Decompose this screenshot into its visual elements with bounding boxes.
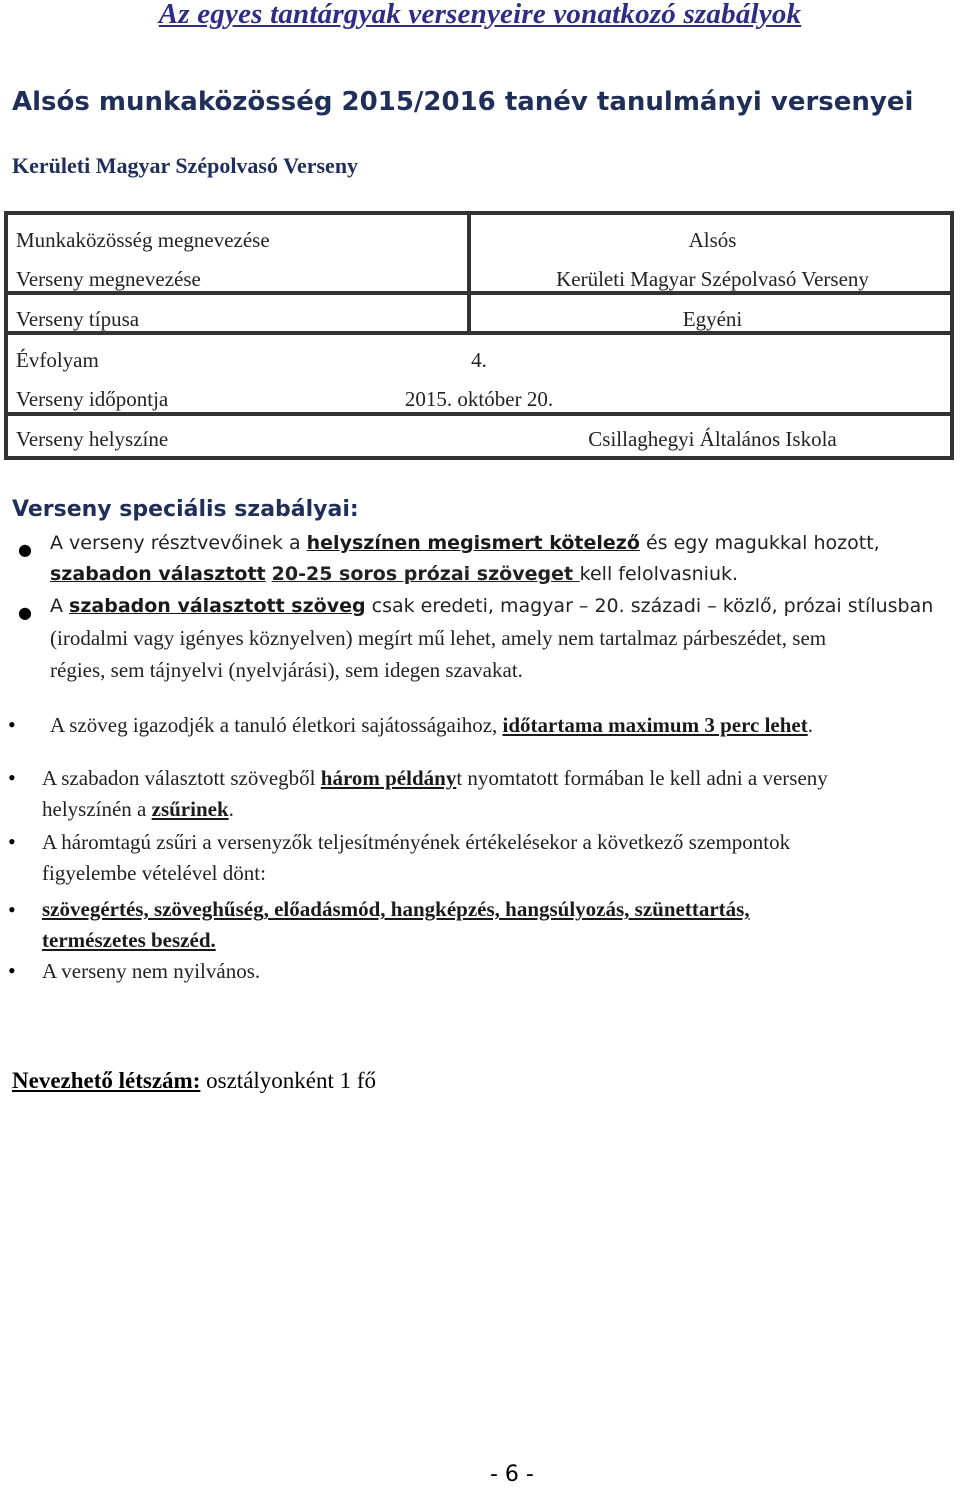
list-item-continuation: figyelembe vételével dönt:	[42, 861, 266, 885]
table-label: Verseny időpontja	[16, 387, 169, 411]
list-item: A háromtagú zsűri a versenyzők teljesítményének értékelésekor a következő szempontok	[42, 830, 791, 854]
entries-value: osztályonként 1 fő	[200, 1068, 377, 1093]
table-label: Verseny típusa	[16, 307, 140, 331]
entries-label: Nevezhető létszám:	[12, 1068, 201, 1093]
bullet-icon: ●	[18, 540, 32, 559]
competition-title: Kerületi Magyar Szépolvasó Verseny	[12, 153, 359, 178]
list-item: A szabadon választott szövegből három példányt nyomtatott formában le kell adni a verseny	[42, 766, 828, 790]
list-item: A verseny nem nyilvános.	[42, 959, 261, 983]
bullet-icon: •	[8, 829, 16, 854]
table-divider	[8, 412, 950, 416]
list-item: A szabadon választott szöveg csak eredeti, magyar – 20. századi – közlő, prózai stílusban	[50, 595, 934, 617]
list-item-continuation: helyszínén a zsűrinek.	[42, 797, 234, 821]
list-item: szövegértés, szöveghűség, előadásmód, hangképzés, hangsúlyozás, szünettartás,	[42, 897, 750, 921]
table-value: Kerületi Magyar Szépolvasó Verseny	[556, 267, 869, 291]
rules-heading: Verseny speciális szabályai:	[12, 497, 359, 522]
table-label: Verseny megnevezése	[16, 267, 201, 291]
document-title: Az egyes tantárgyak versenyeire vonatkozó szabályok	[158, 0, 802, 30]
table-value: 2015. október 20.	[404, 387, 554, 411]
list-item: A szöveg igazodjék a tanuló életkori sajátosságaihoz, időtartama maximum 3 perc lehet.	[50, 713, 813, 737]
table-label: Munkaközösség megnevezése	[16, 228, 270, 252]
bullet-icon: •	[8, 765, 16, 790]
page-number: - 6 -	[490, 1462, 534, 1487]
bullet-icon: •	[8, 958, 16, 983]
table-value: 4.	[471, 348, 487, 372]
list-item-continuation: természetes beszéd.	[42, 928, 216, 952]
list-item-continuation: szabadon választott 20-25 soros prózai szöveget kell felolvasniuk.	[50, 563, 739, 585]
list-item-continuation: régies, sem tájnyelvi (nyelvjárási), sem idegen szavakat.	[50, 658, 523, 682]
table-label: Évfolyam	[16, 348, 99, 372]
list-item: A verseny résztvevőinek a helyszínen megismert kötelező és egy magukkal hozott,	[50, 532, 880, 554]
table-label: Verseny helyszíne	[16, 427, 169, 451]
bullet-icon: ●	[18, 603, 32, 622]
bullet-icon: •	[8, 897, 16, 922]
info-table	[4, 211, 954, 460]
table-value: Egyéni	[682, 307, 743, 331]
table-value: Csillaghegyi Általános Iskola	[588, 427, 837, 451]
table-value: Alsós	[688, 228, 737, 252]
entries-line	[12, 1068, 376, 1094]
section-heading: Alsós munkaközösség 2015/2016 tanév tanulmányi versenyei	[12, 87, 914, 117]
bullet-icon: •	[8, 712, 16, 737]
list-item-continuation: (irodalmi vagy igényes köznyelven) megírt mű lehet, amely nem tartalmaz párbeszédet, sem	[50, 626, 827, 650]
